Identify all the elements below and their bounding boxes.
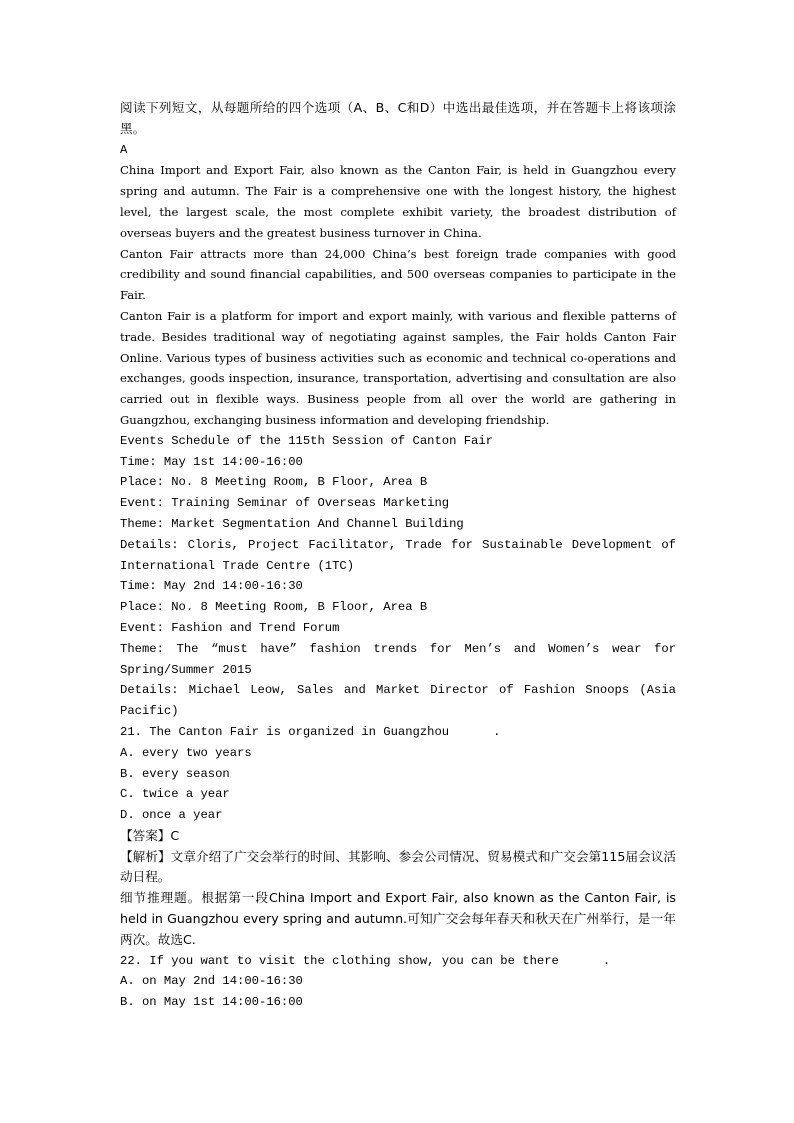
question-22-text: 22. If you want to visit the clothing show, you can be there — [120, 953, 559, 968]
event1-time: Time: May 1st 14:00-16:00 — [120, 454, 303, 469]
event1-place: Place: No. 8 Meeting Room, B Floor, Area B — [120, 475, 428, 490]
question-22-end: . — [602, 953, 611, 968]
passage-paragraph-1: China Import and Export Fair, also known as the Canton Fair, is held in Guangzhou every spring and autumn. The Fair is a comprehensive one with the longest history, the highest level, the largest scale, the most complete exhibit variety, the broadest distribution of overseas buyers and the greatest business turnover in China. — [120, 163, 676, 240]
question-21-stem — [120, 722, 676, 743]
event1-details: Details: Cloris, Project Facilitator, Trade for Sustainable Development of International Trade Centre (1TC) — [120, 537, 676, 573]
question-21-option-a: A. every two years — [120, 745, 252, 760]
event2-time: Time: May 2nd 14:00-16:30 — [120, 579, 303, 594]
section-label: A — [120, 142, 128, 157]
passage-paragraph-3: Canton Fair is a platform for import and export mainly, with various and flexible patterns of trade. Besides traditional way of negotiating against samples, the Fair holds Canton Fair Online. Various types of business activities such as economic and technical co-operations and exchanges, goods inspection, insurance, transportation, advertising and consultation are also carried out in flexible ways. Business people from all over the world are gathering in Guangzhou, exchanging business information and developing friendship. — [120, 308, 676, 427]
event1-theme: Theme: Market Segmentation And Channel Building — [120, 516, 464, 531]
event2-event: Event: Fashion and Trend Forum — [120, 620, 340, 635]
schedule-title: Events Schedule of the 115th Session of Canton Fair — [120, 433, 493, 448]
instructions: 阅读下列短文，从每题所给的四个选项（A、B、C和D）中选出最佳选项，并在答题卡上将该项涂黑。 — [120, 100, 676, 136]
passage-paragraph-2: Canton Fair attracts more than 24,000 China’s best foreign trade companies with good credibility and sound financial capabilities, and 500 overseas companies to participate in the Fair. — [120, 246, 676, 303]
question-21-analysis-1: 【解析】文章介绍了广交会举行的时间、其影响、参会公司情况、贸易模式和广交会第115届会议活动日程。 — [120, 848, 676, 885]
document-page — [120, 98, 676, 1013]
question-22-option-a: A. on May 2nd 14:00-16:30 — [120, 974, 303, 989]
question-22-stem — [120, 951, 676, 972]
question-21-answer: 【答案】C — [120, 827, 180, 843]
question-21-option-c: C. twice a year — [120, 787, 230, 802]
question-21-option-d: D. once a year — [120, 808, 223, 823]
question-21-end: . — [493, 724, 501, 739]
event2-theme: Theme: The “must have” fashion trends for Men’s and Women’s wear for Spring/Summer 2015 — [120, 641, 676, 677]
event1-event: Event: Training Seminar of Overseas Marketing — [120, 496, 450, 511]
event2-place: Place: No. 8 Meeting Room, B Floor, Area B — [120, 600, 428, 615]
question-21-analysis-2: 细节推理题。根据第一段China Import and Export Fair, also known as the Canton Fair, is held in Guangzhou every spring and autumn.可知广交会每年春天和秋天在广州举行，是一年两次。故选C. — [120, 890, 676, 947]
question-21-option-b: B. every season — [120, 766, 230, 781]
event2-details: Details: Michael Leow, Sales and Market Director of Fashion Snoops (Asia Pacific) — [120, 683, 676, 719]
question-22-option-b: B. on May 1st 14:00-16:00 — [120, 995, 303, 1010]
question-21-text: 21. The Canton Fair is organized in Guangzhou — [120, 724, 450, 739]
